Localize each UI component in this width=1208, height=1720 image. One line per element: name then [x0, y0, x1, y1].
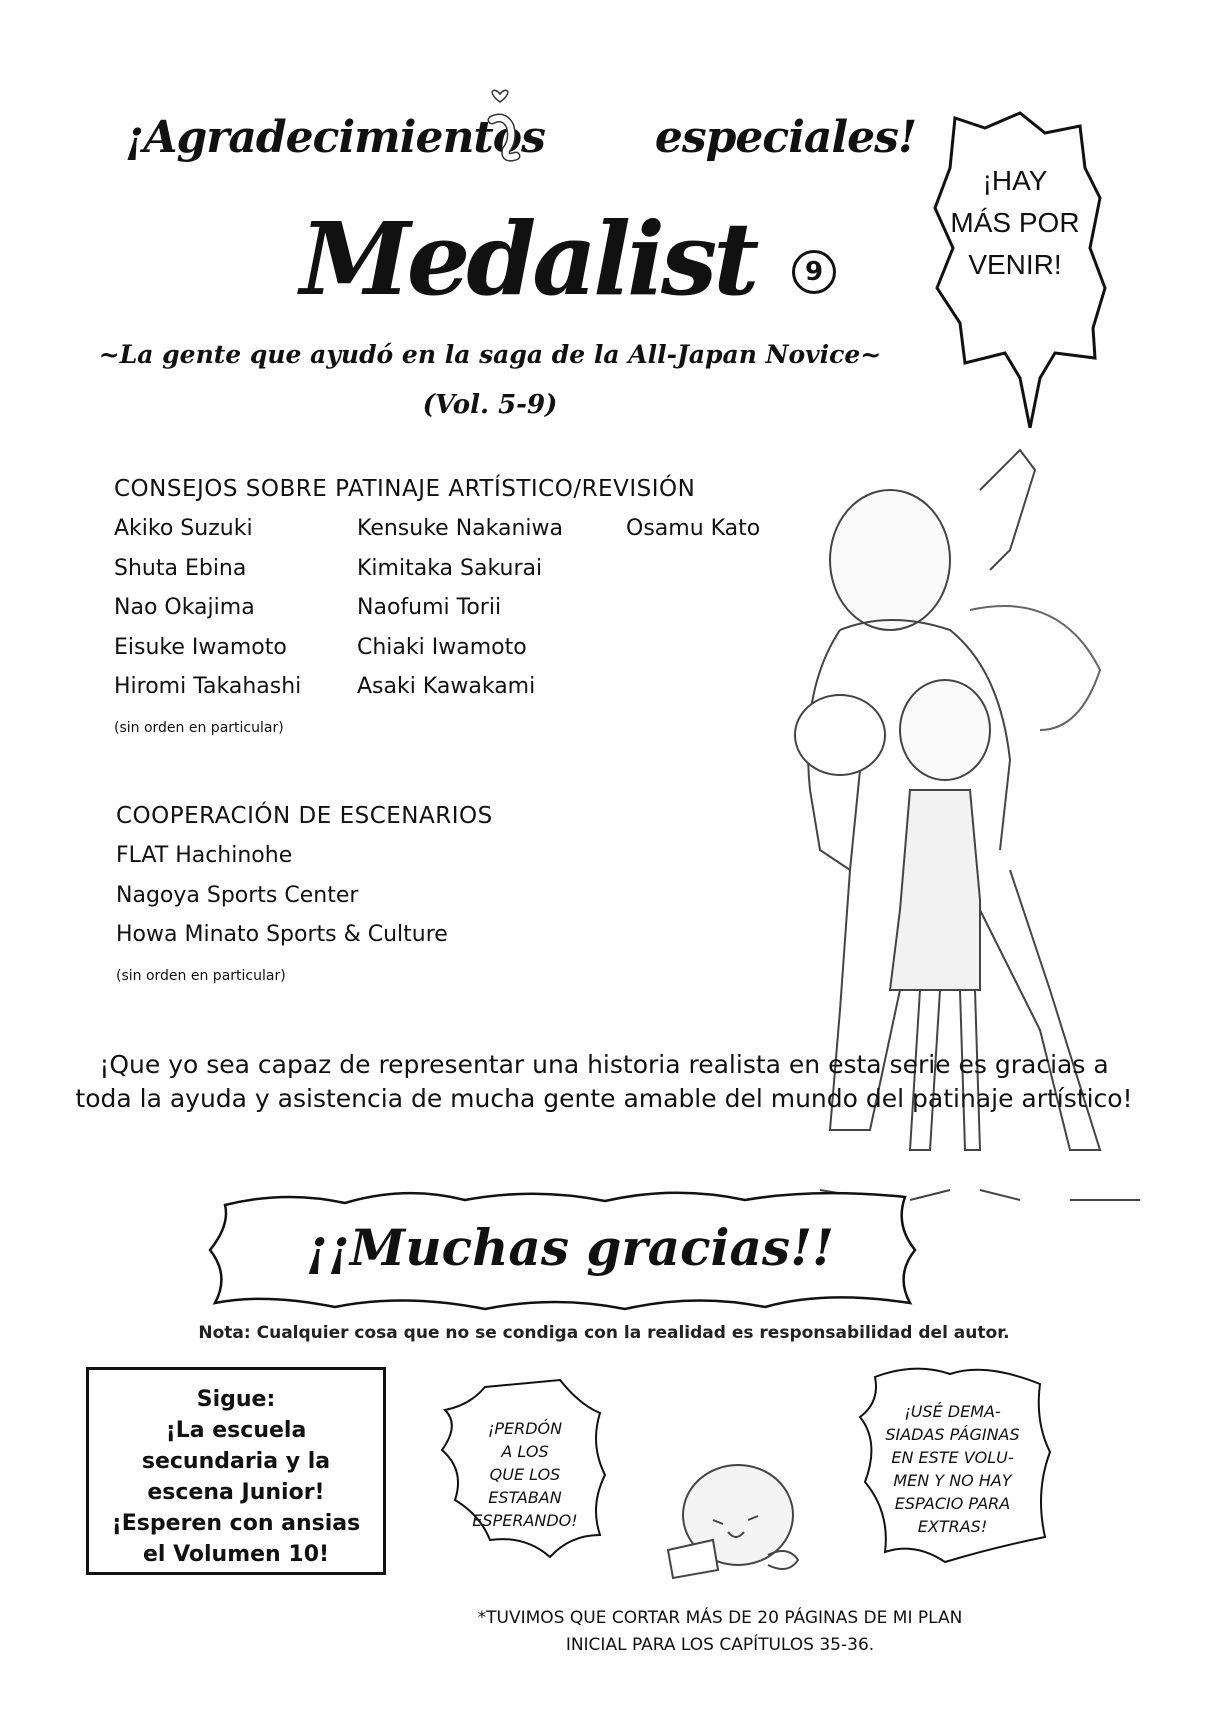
- bubble-line: ¡PERDÓN: [487, 1419, 563, 1438]
- subtitle: ~La gente que ayudó en la saga de la All-Japan Novice~: [98, 340, 882, 369]
- bubble-line: ¡USÉ DEMA-: [904, 1402, 1001, 1421]
- credit-name: Naofumi Torii: [357, 595, 502, 620]
- next-volume-line: el Volumen 10!: [142, 1542, 330, 1567]
- speech-line: ¡HAY: [982, 165, 1048, 196]
- sorry-text: [450, 1417, 600, 1532]
- skating-column-2: [357, 516, 563, 714]
- credit-name: Osamu Kato: [626, 516, 761, 541]
- venues-section-heading: COOPERACIÓN DE ESCENARIOS: [116, 803, 493, 829]
- venue-name: Howa Minato Sports & Culture: [116, 922, 448, 947]
- credit-name: Asaki Kawakami: [357, 674, 536, 699]
- credit-name: Hiromi Takahashi: [114, 674, 302, 699]
- speech-more-text: [940, 160, 1090, 286]
- venues-order-note: (sin orden en particular): [116, 968, 286, 984]
- credit-name: Kimitaka Sakurai: [357, 555, 543, 581]
- credit-name: Shuta Ebina: [114, 555, 247, 581]
- credit-name: Eisuke Iwamoto: [114, 634, 287, 660]
- muchas-gracias-text: ¡¡Muchas gracias!!: [306, 1218, 834, 1277]
- skating-column-3: [626, 516, 760, 541]
- next-volume-line: ¡La escuela: [165, 1418, 307, 1443]
- next-volume-box: [86, 1367, 386, 1575]
- next-volume-line: secundaria y la: [141, 1449, 331, 1474]
- bubble-line: EXTRAS!: [917, 1517, 988, 1536]
- footnote-line: *TUVIMOS QUE CORTAR MÁS DE 20 PÁGINAS DE MI PLAN: [477, 1608, 963, 1628]
- pages-text: [860, 1400, 1045, 1538]
- venue-name: FLAT Hachinohe: [116, 843, 293, 868]
- thanks-line: toda la ayuda y asistencia de mucha gente amable del mundo del patinaje artístico!: [75, 1084, 1133, 1113]
- bubble-line: QUE LOS: [489, 1465, 561, 1484]
- credit-name: Chiaki Iwamoto: [357, 634, 527, 660]
- bubble-line: MEN Y NO HAY: [893, 1471, 1012, 1490]
- venue-name: Nagoya Sports Center: [116, 882, 359, 908]
- next-volume-line: Sigue:: [196, 1387, 276, 1412]
- crying-author-illustration: [618, 1460, 858, 1580]
- speech-line: MÁS POR: [950, 207, 1080, 238]
- thanks-message: [0, 1048, 1208, 1116]
- bubble-line: ESTABAN: [488, 1488, 562, 1507]
- credit-name: Akiko Suzuki: [114, 516, 253, 541]
- bubble-line: ESPACIO PARA: [894, 1494, 1011, 1513]
- bubble-line: EN ESTE VOLU-: [891, 1448, 1014, 1467]
- skating-column-1: [114, 516, 301, 714]
- skating-section-heading: CONSEJOS SOBRE PATINAJE ARTÍSTICO/REVISIÓN: [114, 476, 696, 502]
- bubble-line: SIADAS PÁGINAS: [885, 1425, 1020, 1444]
- worm-heart-icon: [470, 80, 530, 170]
- credit-name: Nao Okajima: [114, 595, 255, 620]
- volume-number-badge: 9: [792, 250, 836, 294]
- speech-line: VENIR!: [968, 249, 1062, 280]
- characters-illustration: [780, 430, 1180, 1240]
- credit-name: Kensuke Nakaniwa: [357, 516, 564, 541]
- next-volume-line: escena Junior!: [147, 1480, 325, 1505]
- medalist-logo: Medalist: [300, 200, 756, 318]
- title-right: especiales!: [654, 112, 917, 163]
- bubble-line: ESPERANDO!: [472, 1511, 578, 1530]
- skating-order-note: (sin orden en particular): [114, 720, 284, 736]
- disclaimer-note: Nota: Cualquier cosa que no se condiga con la realidad es responsabilidad del autor.: [198, 1323, 1010, 1343]
- subtitle-volumes: (Vol. 5-9): [422, 390, 558, 420]
- venues-list: [116, 843, 448, 962]
- footnote-line: INICIAL PARA LOS CAPÍTULOS 35-36.: [565, 1635, 875, 1655]
- bubble-line: A LOS: [501, 1442, 549, 1461]
- footnote: [400, 1605, 1040, 1659]
- title-left: ¡Agradecimientos: [125, 112, 545, 163]
- next-volume-line: ¡Esperen con ansias: [111, 1511, 361, 1536]
- thanks-line: ¡Que yo sea capaz de representar una historia realista en esta serie es gracias a: [99, 1050, 1109, 1079]
